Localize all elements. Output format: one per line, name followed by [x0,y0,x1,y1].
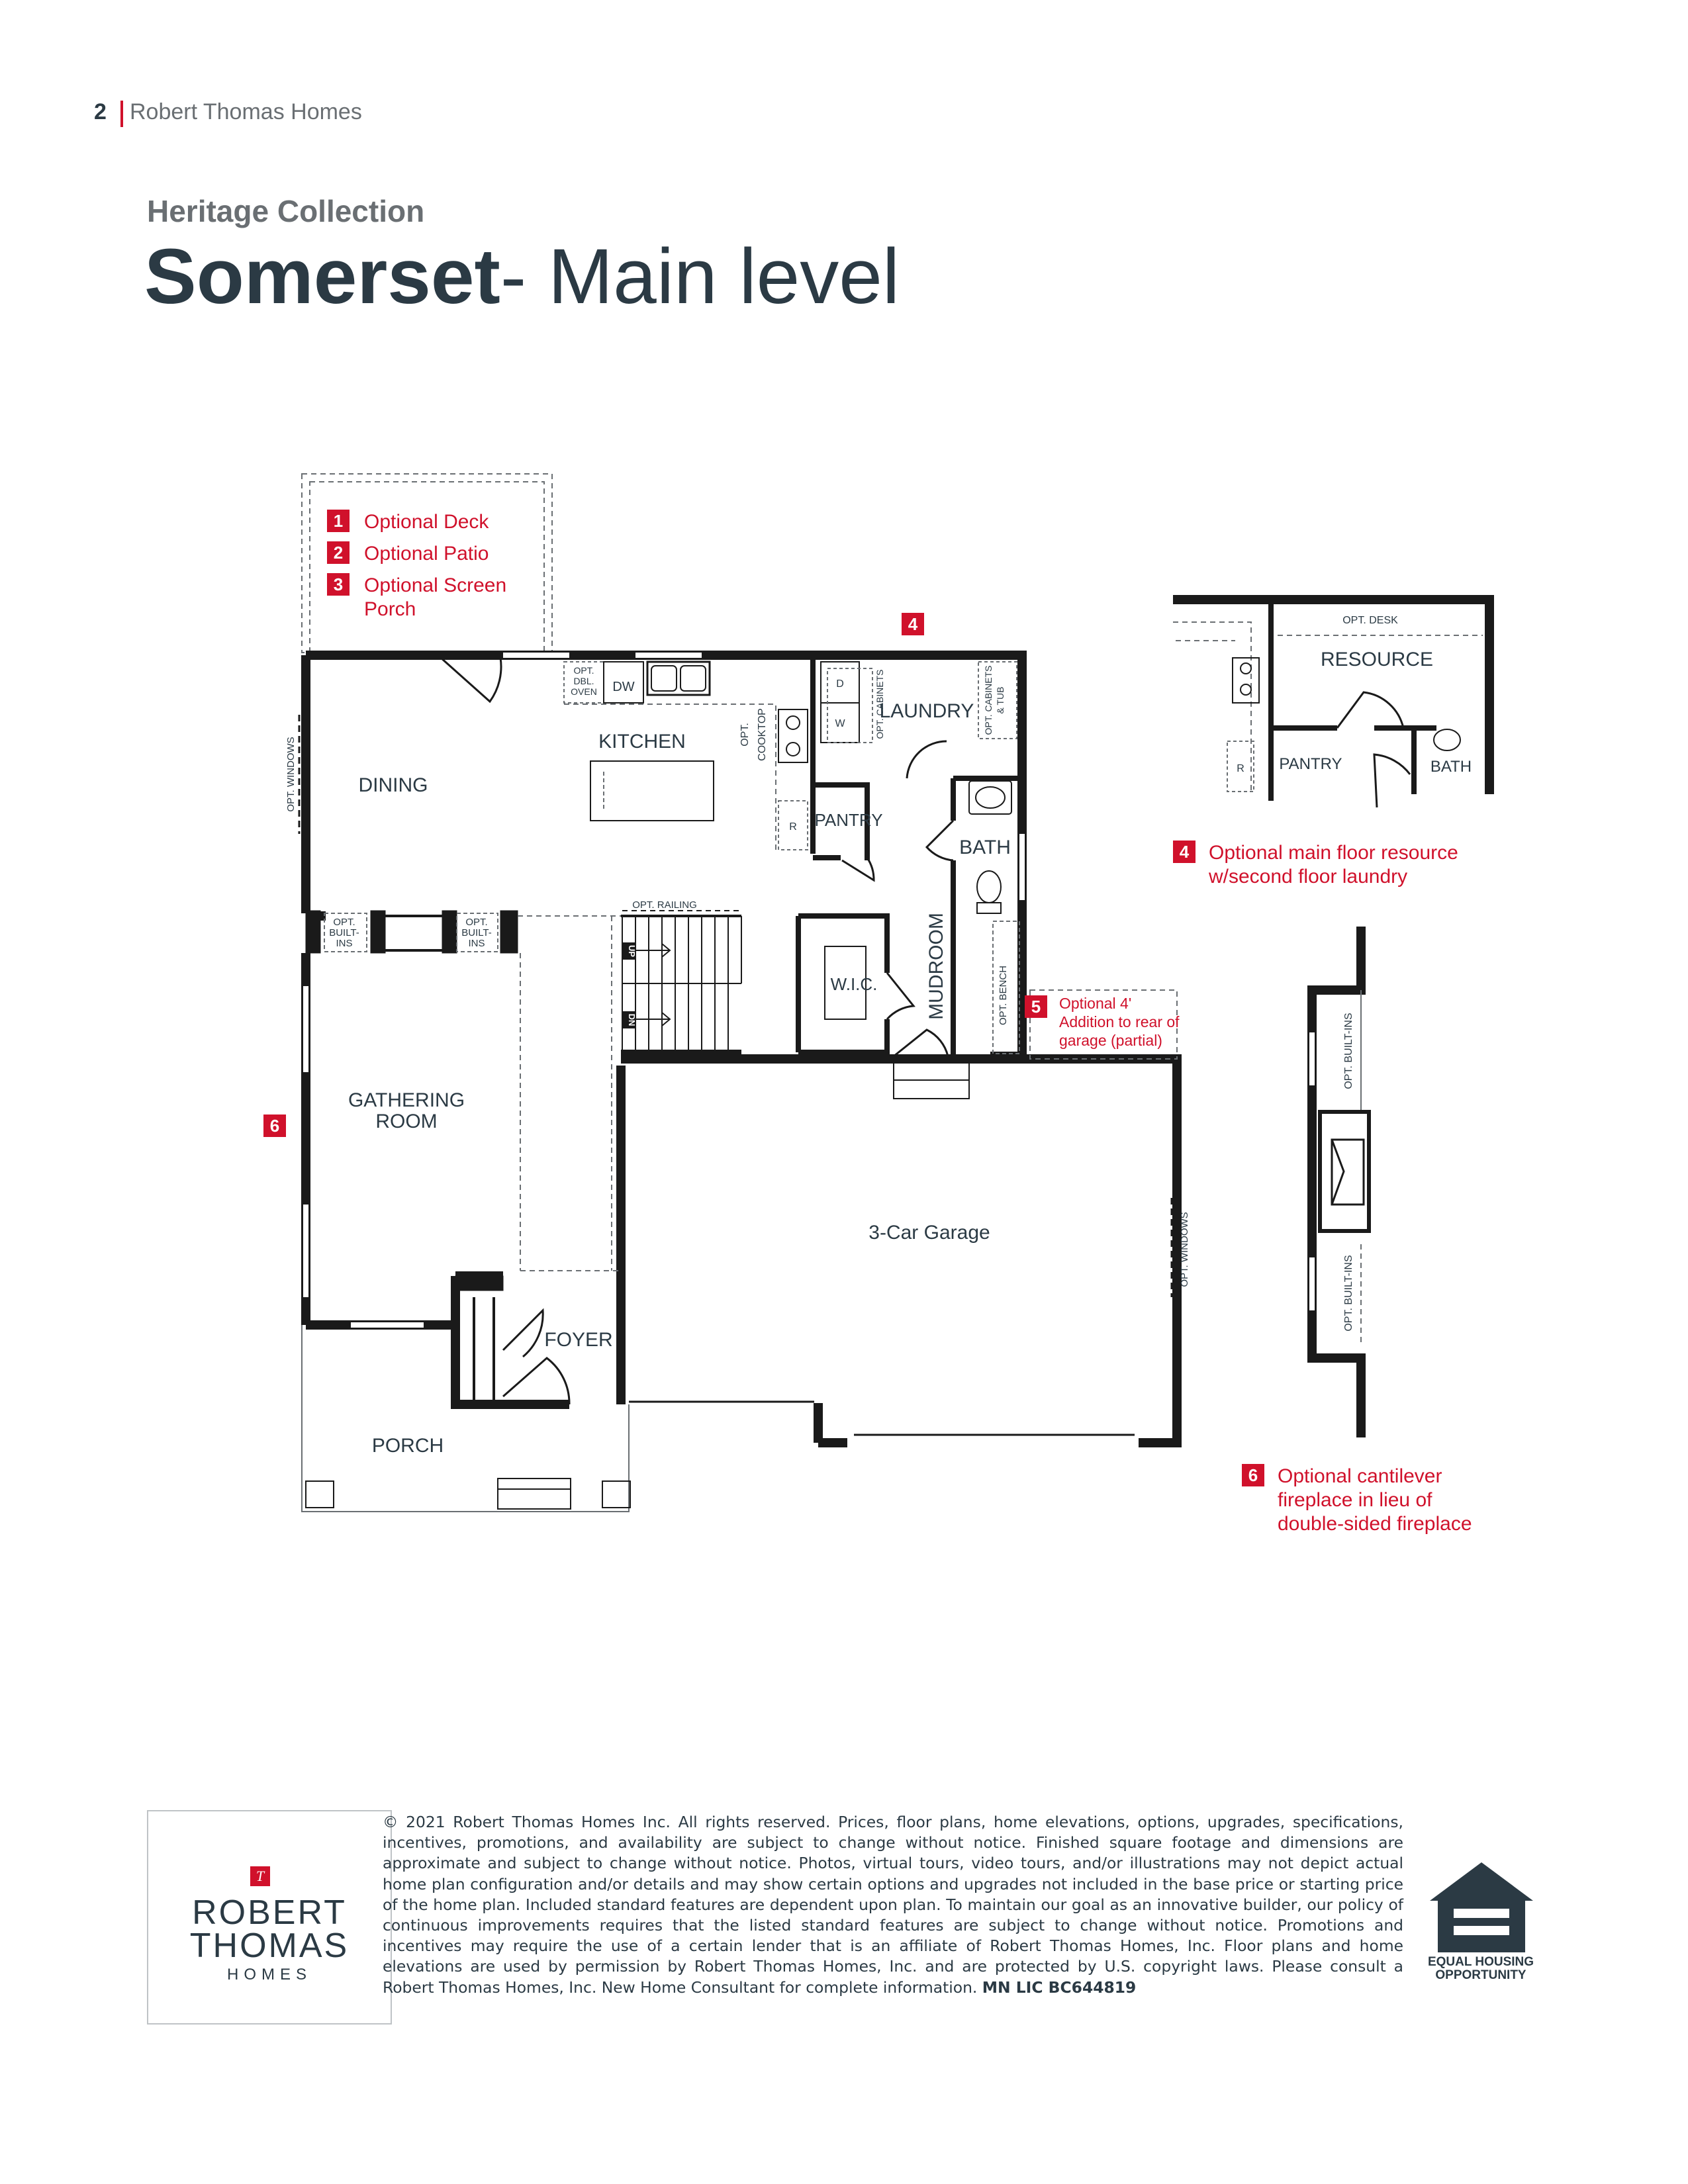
opt4-desk: OPT. DESK [1342,615,1398,626]
opt4-r: R [1237,763,1244,774]
room-pantry: PANTRY [814,810,883,830]
label-oven-3: OVEN [571,686,597,697]
page-number: 2 [94,99,107,124]
opt6-text-1: Optional cantilever [1278,1465,1442,1487]
plan-level: - Main level [500,233,900,320]
garage-right-wall [621,1059,1177,1443]
room-bath: BATH [959,837,1011,858]
column-2 [371,911,385,953]
callout-3-text-1: Optional Screen [364,574,507,596]
porch-bench [498,1479,571,1509]
collection-name: Heritage Collection [147,194,425,228]
opt4-text-2: w/second floor laundry [1209,866,1408,887]
room-wic: W.I.C. [830,974,878,994]
room-mudroom: MUDROOM [925,913,947,1020]
column-4 [500,911,518,953]
label-cabinets-tub-2: & TUB [995,686,1006,714]
logo-line-2: THOMAS [189,1927,350,1965]
opt4-num: 4 [1179,842,1190,862]
room-gathering-1: GATHERING [348,1089,465,1111]
opt4-text-1: Optional main floor resource [1209,842,1458,864]
cooktop [778,709,808,762]
equal-housing-icon [1430,1862,1533,1952]
callout-1-text: Optional Deck [364,511,489,533]
room-dining: DINING [358,774,428,796]
toilet [977,871,1001,903]
callout-5-text-2: Addition to rear of [1059,1013,1180,1030]
label-dn: DN [627,1013,637,1026]
callout-4-num: 4 [908,614,918,634]
room-gathering-2: ROOM [375,1111,438,1132]
header-brand: Robert Thomas Homes [130,99,362,124]
room-kitchen: KITCHEN [598,731,686,752]
opt4-bath: BATH [1430,758,1472,776]
porch-column-2 [602,1481,630,1508]
label-d: D [836,678,844,690]
label-builtins-r3: INS [468,938,485,949]
callout-6-num: 6 [269,1116,280,1136]
callout-1-num: 1 [333,511,344,531]
porch-outline [302,1325,629,1512]
legal-text: © 2021 Robert Thomas Homes Inc. All rights reserved. Prices, floor plans, home elevations, options, upgrades, specifications, incentives, promotions, and availability are subject to change without notice. Finished square footage and dimensions are approximate and subject to change without notice. Photos, virtual tours, video tours, and/or illustrations may not depict actual home plan configuration and/or details and may show certain options and upgrades not included in the base price or starting price of the home plan. Included standard features are dependent upon plan. To maintain our goal as an innovative builder, our policy of continuous improvements requires that the listed standard features are subject to change without notice. Promotions and incentives may require the use of a certain lender that is an affiliate of Robert Thomas Homes, Inc. Floor plans and home elevations are used by permission by Robert Thomas Homes, Inc. and are protected by U.S. copyright laws. Please consult a Robert Thomas Homes, Inc. New Home Consultant for complete information. [383,1813,1403,1997]
label-cooktop-1: OPT. [739,723,751,747]
column-3 [442,911,457,953]
front-door [503,1358,569,1404]
label-oven-2: DBL. [573,676,594,686]
label-oven-1: OPT. [573,665,594,676]
opt6-num: 6 [1248,1465,1258,1485]
label-builtins-l1: OPT. [333,917,355,928]
closet-door [503,1310,543,1357]
opt6-builtins-1: OPT. BUILT-INS [1343,1013,1354,1089]
label-up: UP [627,944,637,958]
callout-5-text-3: garage (partial) [1059,1032,1162,1049]
column-1 [306,911,320,953]
room-foyer: FOYER [544,1329,613,1351]
callout-3-text-2: Porch [364,598,416,620]
label-builtins-l2: BUILT- [329,927,359,938]
logo-line-1: ROBERT [192,1893,347,1932]
patio-door [441,658,501,702]
eho-line-2: OPPORTUNITY [1435,1968,1526,1982]
opt6-text-3: double-sided fireplace [1278,1513,1472,1535]
label-builtins-l3: INS [336,938,353,949]
label-builtins-r2: BUILT- [461,927,492,938]
license-number: MN LIC BC644819 [982,1978,1137,1997]
opt4-pantry: PANTRY [1279,755,1342,773]
wic-walls [798,916,887,973]
plan-name: Somerset [144,233,500,320]
callout-2-num: 2 [333,543,344,563]
label-opt-railing: OPT. RAILING [632,899,697,911]
logo-line-3: HOMES [226,1966,312,1983]
opt4-resource: RESOURCE [1320,649,1434,670]
label-cooktop-2: COOKTOP [757,708,768,761]
legal-disclaimer [383,1812,1403,1998]
label-w: W [835,718,845,729]
room-laundry: LAUNDRY [879,700,974,722]
callout-5-text-1: Optional 4' [1059,995,1132,1012]
opt6-builtins-2: OPT. BUILT-INS [1343,1255,1354,1332]
callout-5-num: 5 [1031,997,1041,1017]
kitchen-island [590,761,714,821]
eho-line-1: EQUAL HOUSING [1427,1955,1534,1969]
label-builtins-r1: OPT. [465,917,488,928]
label-opt-bench: OPT. BENCH [998,965,1009,1026]
opt6-text-2: fireplace in lieu of [1278,1489,1432,1511]
kitchen-sink [647,662,710,695]
room-porch: PORCH [371,1435,444,1457]
label-cabinets-tub-1: OPT. CABINETS [983,665,994,735]
label-r: R [789,821,797,833]
room-garage: 3-Car Garage [868,1222,990,1244]
callout-2-text: Optional Patio [364,543,489,565]
label-dw: DW [612,680,635,694]
label-opt-cabinets: OPT. CABINETS [874,669,885,739]
label-garage-windows: OPT. WINDOWS [1179,1212,1190,1287]
logo-mark-icon: T [250,1866,270,1886]
deck-outline-inner [310,482,544,653]
label-opt-windows: OPT. WINDOWS [285,737,297,812]
callout-3-num: 3 [333,574,344,594]
stairs [622,916,741,1052]
porch-column-1 [306,1481,334,1508]
